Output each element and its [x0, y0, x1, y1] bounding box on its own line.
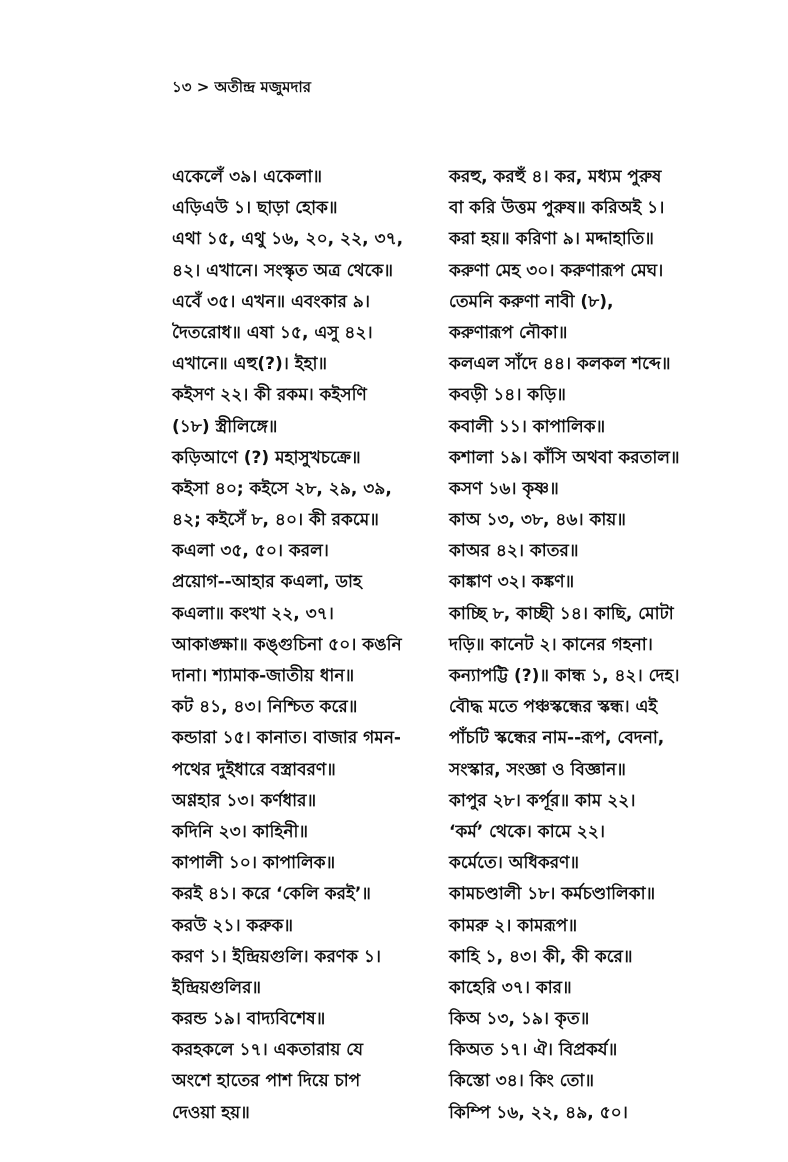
glossary-line: কিঅ ১৩, ১৯। কৃত॥ — [449, 1009, 590, 1030]
glossary-line: করুণারূপ নৌকা॥ — [449, 322, 568, 343]
glossary-line: কামরু ২। কামরূপ॥ — [449, 915, 578, 936]
glossary-line: কইসণ ২২। কী রকম। কইসণি — [172, 385, 367, 406]
running-header: ১৩ > অতীন্দ্র মজুমদার — [172, 78, 311, 96]
glossary-line: অণ্ণহার ১৩। কর্ণধার॥ — [172, 790, 317, 811]
glossary-line: প্রয়োগ--আহার কএলা, ডাহ — [172, 572, 362, 593]
glossary-line: কাহেরি ৩৭। কার॥ — [449, 977, 572, 998]
glossary-line: দানা। শ্যামাক-জাতীয় ধান॥ — [172, 666, 355, 686]
glossary-line: কট ৪১, ৪৩। নিশ্চিত করে॥ — [172, 697, 358, 718]
glossary-line: পথের দুইধারে বস্ত্রাবরণ॥ — [172, 759, 336, 780]
glossary-right-column — [449, 162, 711, 1129]
glossary-line: কামচণ্ডালী ১৮। কর্মচণ্ডালিকা॥ — [449, 884, 656, 905]
glossary-line: কশালা ১৯। কাঁসি অথবা করতাল॥ — [449, 447, 680, 468]
glossary-line: কবালী ১১। কাপালিক॥ — [449, 416, 606, 437]
glossary-line: ৪২। এখানে। সংস্কৃত অত্র থেকে॥ — [172, 260, 393, 281]
glossary-line: সংস্কার, সংজ্ঞা ও বিজ্ঞান॥ — [449, 759, 626, 780]
glossary-line: কিস্তো ৩৪। কিং তো॥ — [449, 1071, 594, 1092]
glossary-line: কড়িআণে (?) মহাসুখচক্রে॥ — [172, 447, 361, 468]
glossary-line: কবড়ী ১৪। কড়ি॥ — [449, 385, 566, 406]
glossary-line: একেলেঁ ৩৯। একেলা॥ — [172, 167, 323, 187]
glossary-line: দেওয়া হয়॥ — [172, 1102, 250, 1123]
glossary-line: অংশে হাতের পাশ দিয়ে চাপ — [172, 1071, 361, 1092]
glossary-line: কইসা ৪০; কইসে ২৮, ২৯, ৩৯, — [172, 478, 392, 499]
glossary-line: দৈতরোধ॥ এষা ১৫, এসু ৪২। — [172, 322, 373, 343]
glossary-line: কিঅত ১৭। ঐ। বিপ্রকর্য॥ — [449, 1040, 618, 1061]
glossary-line: করণ ১। ইন্দ্রিয়গুলি। করণক ১। — [172, 946, 381, 967]
glossary-line: কাচ্ছি ৮, কাচ্ছী ১৪। কাছি, মোটা — [449, 603, 674, 624]
glossary-line: করউ ২১। করুক॥ — [172, 915, 293, 936]
glossary-line: আকাঙ্ক্ষা॥ কঙ্গুচিনা ৫০। কঙনি — [172, 634, 402, 655]
glossary-line: ৪২; কইসেঁ ৮, ৪০। কী রকমে॥ — [172, 510, 379, 531]
glossary-line: কন্যাপট্টি (?)॥ কান্ধ ১, ৪২। দেহ। — [449, 666, 680, 686]
glossary-line: এবেঁ ৩৫। এখন॥ এবংকার ৯। — [172, 291, 370, 312]
glossary-line: কাপালী ১০। কাপালিক॥ — [172, 853, 336, 874]
glossary-line: এথা ১৫, এথু ১৬, ২০, ২২, ৩৭, — [172, 229, 404, 250]
glossary-line: বৌদ্ধ মতে পঞ্চস্কন্ধের স্কন্ধ। এই — [449, 697, 658, 718]
glossary-line: করন্ড ১৯। বাদ্যবিশেষ॥ — [172, 1009, 326, 1030]
glossary-line: বা করি উত্তম পুরুষ॥ করিঅই ১। — [449, 198, 665, 219]
glossary-line: কাঅ ১৩, ৩৮, ৪৬। কায়॥ — [449, 510, 626, 531]
glossary-line: এড়িএউ ১। ছাড়া হোক॥ — [172, 198, 338, 219]
glossary-line: কাপুর ২৮। কর্পূর॥ কাম ২২। — [449, 790, 636, 811]
glossary-line: কসণ ১৬। কৃষ্ণ॥ — [449, 478, 559, 499]
glossary-line: কলএল সাঁদে ৪৪। কলকল শব্দে॥ — [449, 354, 671, 375]
glossary-line: কাঙ্কাণ ৩২। কঙ্কণ॥ — [449, 572, 575, 593]
glossary-line: ‘কর্ম’ থেকে। কামে ২২। — [449, 821, 605, 842]
glossary-line: কদিনি ২৩। কাহিনী॥ — [172, 821, 308, 842]
glossary-line: কর্মেতে। অধিকরণ॥ — [449, 853, 580, 874]
glossary-line: কিম্পি ১৬, ২২, ৪৯, ৫০। — [449, 1102, 628, 1123]
glossary-line: করা হয়॥ করিণা ৯। মদ্দাহাতি॥ — [449, 229, 654, 250]
glossary-line: করুণা মেহ ৩০। করুণারূপ মেঘ। — [449, 260, 664, 281]
glossary-line: কাঅর ৪২। কাতর॥ — [449, 541, 579, 562]
glossary-left-column — [172, 162, 434, 1129]
glossary-line: (১৮) স্ত্রীলিঙ্গে॥ — [172, 416, 278, 437]
glossary-line: কএলা ৩৫, ৫০। করল। — [172, 541, 329, 562]
glossary-line: ইন্দ্রিয়গুলির॥ — [172, 977, 262, 998]
glossary-line: দড়ি॥ কানেট ২। কানের গহনা। — [449, 634, 653, 655]
glossary-line: কাহি ১, ৪৩। কী, কী করে॥ — [449, 946, 633, 967]
glossary-line: করহকলে ১৭। একতারায় যে — [172, 1040, 363, 1061]
glossary-line: করই ৪১। করে ‘কেলি করই’॥ — [172, 884, 371, 905]
glossary-line: কন্ডারা ১৫। কানাত। বাজার গমন- — [172, 728, 401, 749]
glossary-line: এখানে॥ এহু(?)। ইহা॥ — [172, 354, 328, 375]
glossary-line: পাঁচটি স্কন্ধের নাম--রূপ, বেদনা, — [449, 728, 665, 749]
glossary-line: করহু, করহুঁ ৪। কর, মধ্যম পুরুষ — [449, 167, 662, 187]
glossary-line: তেমনি করুণা নাবী (৮), — [449, 291, 614, 312]
glossary-line: কএলা॥ কংখা ২২, ৩৭। — [172, 603, 334, 624]
